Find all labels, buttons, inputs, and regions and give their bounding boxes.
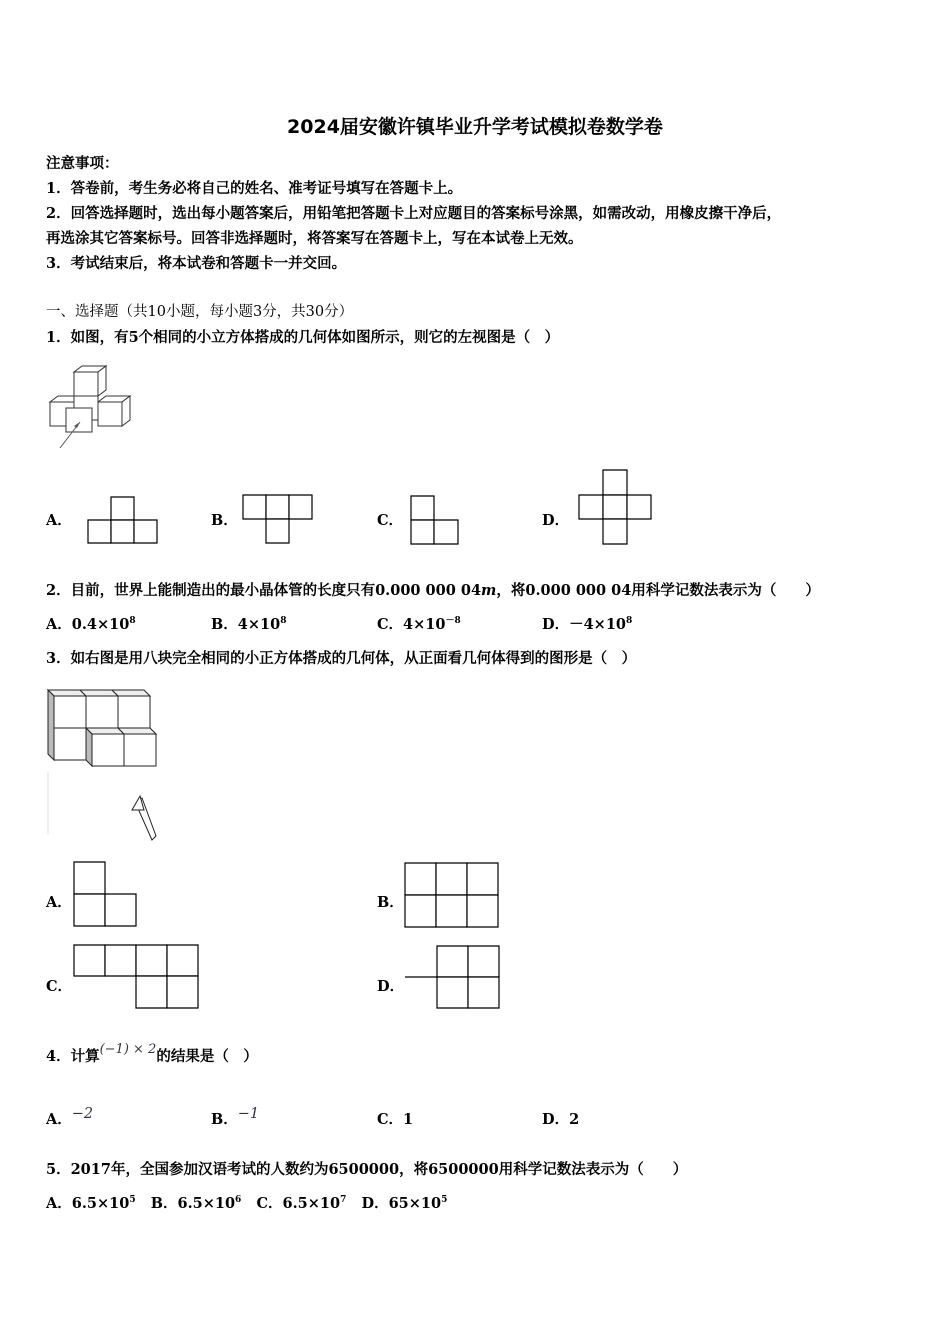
q4-option-d[interactable]: D．2 [542, 1111, 580, 1128]
question-3-text: 3．如右图是用八块完全相同的小正方体搭成的几何体，从正面看几何体得到的图形是（ ） [46, 650, 637, 667]
q1-figure [44, 364, 136, 454]
q3-option-c[interactable]: C． [46, 978, 73, 995]
q4-expression: (−1) × 2 [99, 1042, 157, 1057]
q1-option-d-figure [578, 469, 654, 547]
q2-option-a[interactable]: A．$0.4\times 10^8$ [46, 616, 136, 633]
q1-option-d[interactable]: D． [542, 512, 570, 529]
q3-option-c-figure [73, 944, 203, 1012]
q4-option-a[interactable]: A．−2 [46, 1106, 94, 1128]
notice-item: 1．答卷前，考生务必将自己的姓名、准考证号填写在答题卡上。 [46, 180, 463, 197]
q2-option-b[interactable]: B．$4\times 10^8$ [211, 616, 287, 633]
q5-option-d[interactable]: D．$65\times 10^5$ [361, 1195, 448, 1212]
q5-options [46, 1192, 447, 1213]
q1-option-a[interactable]: A． [46, 512, 72, 529]
q3-option-d[interactable]: D． [377, 978, 405, 995]
q5-option-b[interactable]: B．$6.5\times 10^6$ [150, 1195, 242, 1212]
q1-option-b[interactable]: B． [211, 512, 238, 529]
q3-option-d-figure [404, 945, 504, 1011]
q4-option-c[interactable]: C．1 [377, 1111, 414, 1128]
section-heading: 一、选择题（共10小题，每小题3分，共30分） [46, 304, 354, 320]
q3-option-b[interactable]: B． [377, 894, 404, 911]
q1-option-c[interactable]: C． [377, 512, 404, 529]
q3-figure [44, 686, 169, 846]
q2-option-d[interactable]: D．$-4\times 10^8$ [542, 616, 633, 633]
q5-option-a[interactable]: A．$6.5\times 10^5$ [46, 1195, 136, 1212]
q1-option-b-figure [242, 494, 314, 546]
question-4-text: 4．计算(−1) × 2的结果是（ ） [46, 1042, 258, 1065]
q1-option-c-figure [410, 495, 462, 547]
question-5-text: 5．2017年，全国参加汉语考试的人数约为6500000，将6500000用科学记数法表示为（ ） [46, 1161, 688, 1178]
q2-option-c[interactable]: C．$4\times 10^{-8}$ [377, 616, 461, 633]
question-2-text: 2．目前，世界上能制造出的最小晶体管的长度只有0.000 000 04m，将0.000 000 04用科学记数法表示为（ ） [46, 582, 820, 599]
q5-option-c[interactable]: C．$6.5\times 10^7$ [256, 1195, 347, 1212]
q3-option-a-figure [73, 861, 139, 929]
q4-option-b[interactable]: B．−1 [211, 1106, 260, 1128]
q3-option-b-figure [404, 862, 502, 930]
q1-option-a-figure [88, 497, 160, 545]
notice-item: 2．回答选择题时，选出每小题答案后，用铅笔把答题卡上对应题目的答案标号涂黑，如需改动，用橡皮擦干净后， [46, 205, 782, 222]
notice-item: 再选涂其它答案标号。回答非选择题时，将答案写在答题卡上，写在本试卷上无效。 [46, 230, 583, 247]
page-title: 2024届安徽许镇毕业升学考试模拟卷数学卷 [287, 116, 663, 138]
question-1-text: 1．如图，有5个相同的小立方体搭成的几何体如图所示，则它的左视图是（ ） [46, 329, 560, 346]
notice-heading: 注意事项： [46, 155, 119, 172]
notice-item: 3．考试结束后，将本试卷和答题卡一并交回。 [46, 255, 347, 272]
q3-option-a[interactable]: A． [46, 894, 72, 911]
